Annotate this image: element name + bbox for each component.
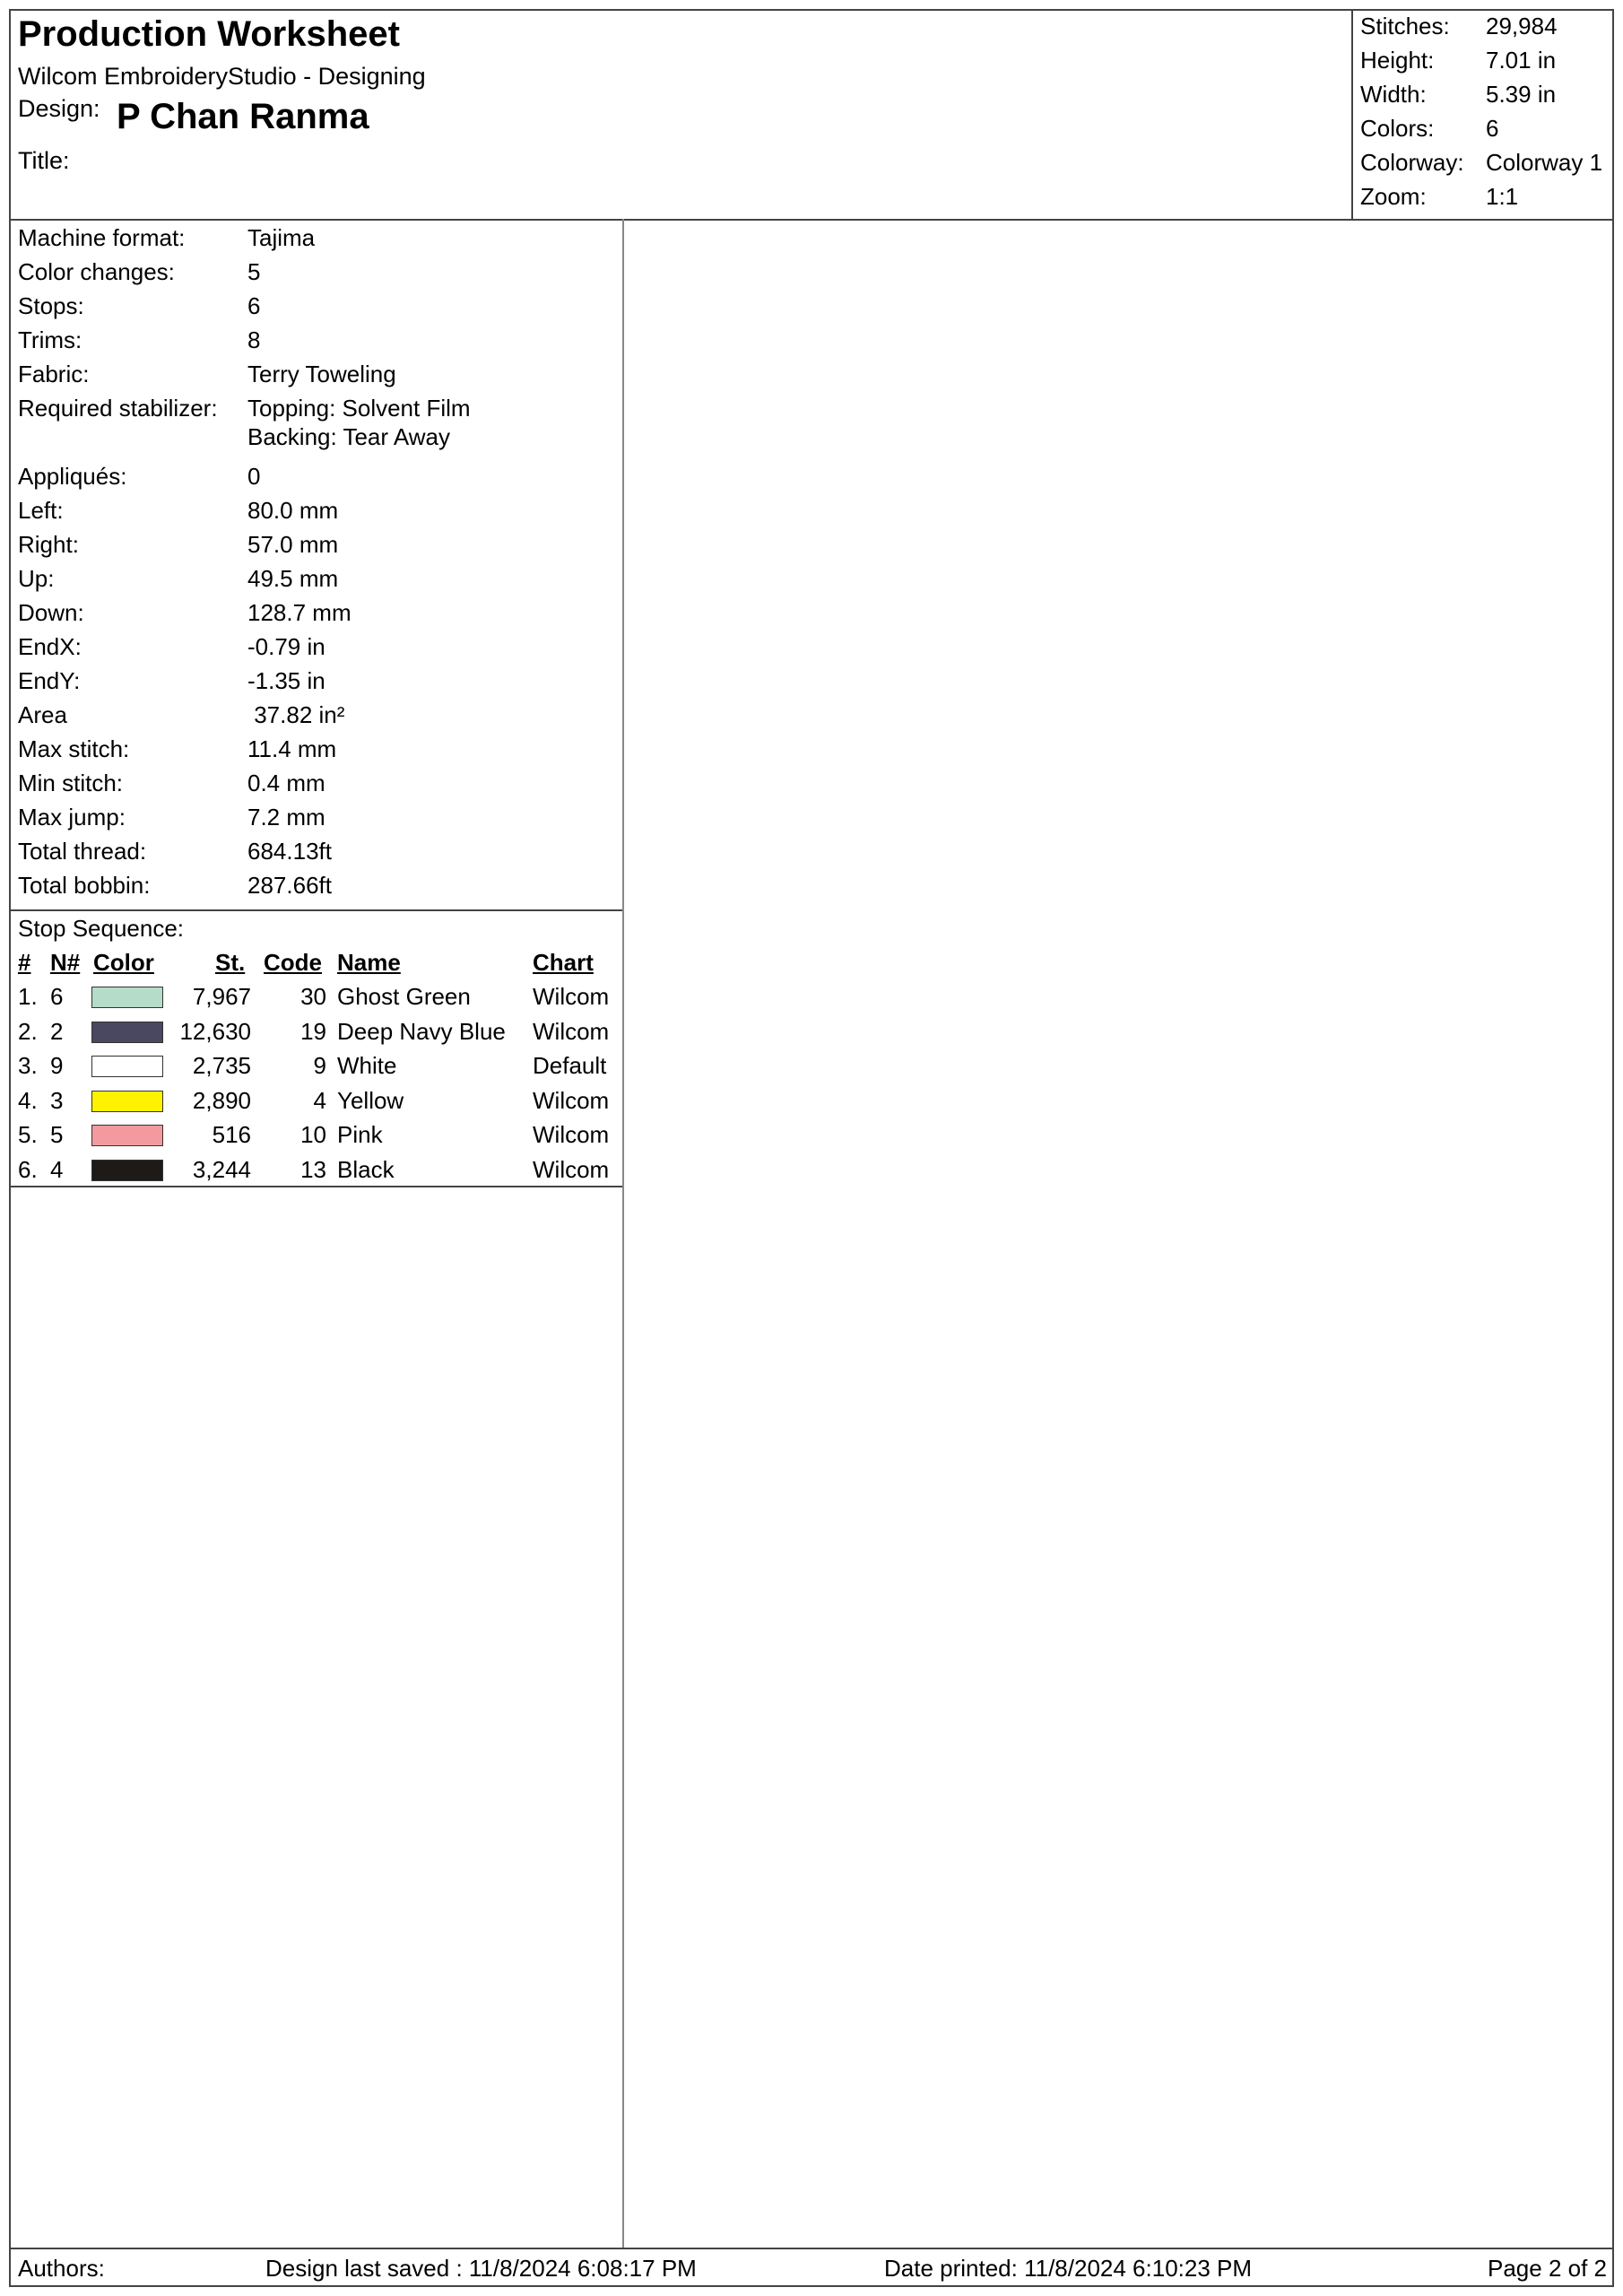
property-label: Up: (18, 565, 55, 592)
row-chart: Wilcom (533, 1017, 610, 1045)
row-name: Deep Navy Blue (337, 1017, 506, 1045)
page-title: Production Worksheet (18, 14, 400, 54)
property-value: 0 (247, 463, 261, 490)
color-swatch (91, 1022, 163, 1043)
property-value: -1.35 in (247, 667, 325, 694)
summary-label: Width: (1360, 81, 1427, 108)
row-stitches: 2,735 (192, 1052, 251, 1079)
worksheet-header (11, 11, 1612, 221)
row-number: 6. (18, 1155, 38, 1183)
column-header-chart: Chart (533, 949, 594, 976)
row-name: Yellow (337, 1086, 404, 1114)
row-number: 5. (18, 1121, 38, 1148)
row-name: Black (337, 1155, 395, 1183)
stop-sequence-title: Stop Sequence: (18, 915, 185, 942)
row-stitches: 3,244 (192, 1155, 251, 1183)
summary-label: Stitches: (1360, 13, 1450, 39)
column-header-code: Code (264, 949, 322, 976)
property-value: 128.7 mm (247, 599, 352, 626)
property-row (18, 804, 325, 831)
property-row (18, 599, 352, 627)
date-printed: Date printed: 11/8/2024 6:10:23 PM (884, 2255, 1253, 2282)
property-row (18, 224, 316, 252)
design-name: P Chan Ranma (117, 97, 369, 136)
section-divider (11, 909, 622, 911)
row-number: 2. (18, 1017, 38, 1045)
section-divider (11, 1186, 622, 1187)
property-label: Down: (18, 599, 84, 626)
property-label: Appliqués: (18, 463, 127, 490)
row-needle: 2 (50, 1017, 64, 1045)
property-label: EndX: (18, 633, 82, 660)
color-swatch (91, 1091, 163, 1112)
property-value: 5 (247, 258, 261, 285)
property-value: Backing: Tear Away (247, 423, 450, 450)
property-value: Topping: Solvent Film (247, 395, 471, 422)
column-header-name: Name (337, 949, 401, 976)
worksheet-page (9, 9, 1614, 2287)
property-row (18, 872, 332, 900)
property-label: Left: (18, 497, 64, 524)
property-row (18, 667, 325, 695)
property-label: Color changes: (18, 258, 175, 285)
property-label: Max stitch: (18, 735, 130, 762)
row-number: 1. (18, 983, 38, 1010)
row-chart: Wilcom (533, 1086, 610, 1114)
property-label: Max jump: (18, 804, 126, 831)
row-needle: 6 (50, 983, 64, 1010)
summary-label: Zoom: (1360, 183, 1427, 210)
property-label: Stops: (18, 292, 84, 319)
summary-label: Colors: (1360, 115, 1435, 142)
property-label: Right: (18, 531, 79, 558)
page-number: Page 2 of 2 (1488, 2255, 1607, 2282)
row-stitches: 12,630 (179, 1017, 251, 1045)
property-label: Trims: (18, 326, 82, 353)
property-value: 8 (247, 326, 261, 353)
property-row (18, 463, 261, 491)
summary-panel (1351, 11, 1614, 219)
property-label: EndY: (18, 667, 81, 694)
property-row (18, 735, 337, 763)
property-value: 7.2 mm (247, 804, 325, 831)
row-needle: 5 (50, 1121, 64, 1148)
property-row (18, 497, 339, 525)
property-row (18, 292, 261, 320)
property-value: Terry Toweling (247, 361, 396, 387)
row-name: White (337, 1052, 397, 1079)
property-row (18, 633, 325, 661)
row-code: 13 (300, 1155, 326, 1183)
color-swatch (91, 1160, 163, 1181)
column-header-number: # (18, 949, 31, 976)
row-code: 4 (313, 1086, 326, 1114)
app-subtitle: Wilcom EmbroideryStudio - Designing (18, 63, 426, 90)
property-row (18, 565, 339, 593)
summary-value: Colorway 1 (1486, 149, 1603, 176)
column-header-color: Color (93, 949, 154, 976)
property-value: 49.5 mm (247, 565, 339, 592)
property-value: -0.79 in (247, 633, 325, 660)
property-row (18, 395, 471, 422)
property-row (18, 838, 332, 865)
property-row (18, 701, 345, 729)
summary-label: Height: (1360, 47, 1435, 74)
property-row (18, 770, 325, 797)
summary-value: 7.01 in (1486, 47, 1557, 74)
row-stitches: 2,890 (192, 1086, 251, 1114)
row-number: 4. (18, 1086, 38, 1114)
column-header-stitches: St. (215, 949, 246, 976)
property-row (18, 531, 339, 559)
property-value: 0.4 mm (247, 770, 325, 796)
color-swatch (91, 1056, 163, 1077)
row-chart: Wilcom (533, 1155, 610, 1183)
summary-label: Colorway: (1360, 149, 1464, 176)
property-row (18, 361, 396, 388)
color-swatch (91, 987, 163, 1008)
row-needle: 9 (50, 1052, 64, 1079)
authors-label: Authors: (18, 2255, 105, 2282)
row-stitches: 516 (212, 1121, 251, 1148)
row-chart: Default (533, 1052, 607, 1079)
title-label: Title: (18, 147, 70, 174)
row-number: 3. (18, 1052, 38, 1079)
property-label: Area (18, 701, 67, 728)
property-value: 684.13ft (247, 838, 332, 865)
property-row (18, 258, 261, 286)
row-code: 9 (313, 1052, 326, 1079)
row-needle: 4 (50, 1155, 64, 1183)
property-label: Required stabilizer: (18, 395, 218, 422)
color-swatch (91, 1125, 163, 1146)
property-label: Machine format: (18, 224, 186, 251)
summary-value: 5.39 in (1486, 81, 1557, 108)
property-value: 37.82 in² (247, 701, 345, 728)
row-name: Ghost Green (337, 983, 471, 1010)
row-stitches: 7,967 (192, 983, 251, 1010)
property-value: Tajima (247, 224, 316, 251)
column-header-needle: N# (50, 949, 81, 976)
property-value: 6 (247, 292, 261, 319)
property-label: Total bobbin: (18, 872, 151, 899)
property-label: Total thread: (18, 838, 147, 865)
row-needle: 3 (50, 1086, 64, 1114)
row-code: 10 (300, 1121, 326, 1148)
design-last-saved: Design last saved : 11/8/2024 6:08:17 PM (265, 2255, 697, 2282)
property-value: 11.4 mm (247, 735, 337, 762)
row-chart: Wilcom (533, 983, 610, 1010)
property-label: Min stitch: (18, 770, 124, 796)
summary-value: 6 (1486, 115, 1499, 142)
row-code: 30 (300, 983, 326, 1010)
row-chart: Wilcom (533, 1121, 610, 1148)
property-value: 80.0 mm (247, 497, 339, 524)
property-row (18, 326, 261, 354)
property-value: 57.0 mm (247, 531, 339, 558)
row-name: Pink (337, 1121, 383, 1148)
property-value: 287.66ft (247, 872, 332, 899)
worksheet-footer (11, 2248, 1612, 2287)
design-label: Design: (18, 95, 100, 122)
property-label: Fabric: (18, 361, 90, 387)
details-column (11, 219, 624, 2248)
summary-value: 1:1 (1486, 183, 1519, 210)
summary-value: 29,984 (1486, 13, 1558, 39)
row-code: 19 (300, 1017, 326, 1045)
